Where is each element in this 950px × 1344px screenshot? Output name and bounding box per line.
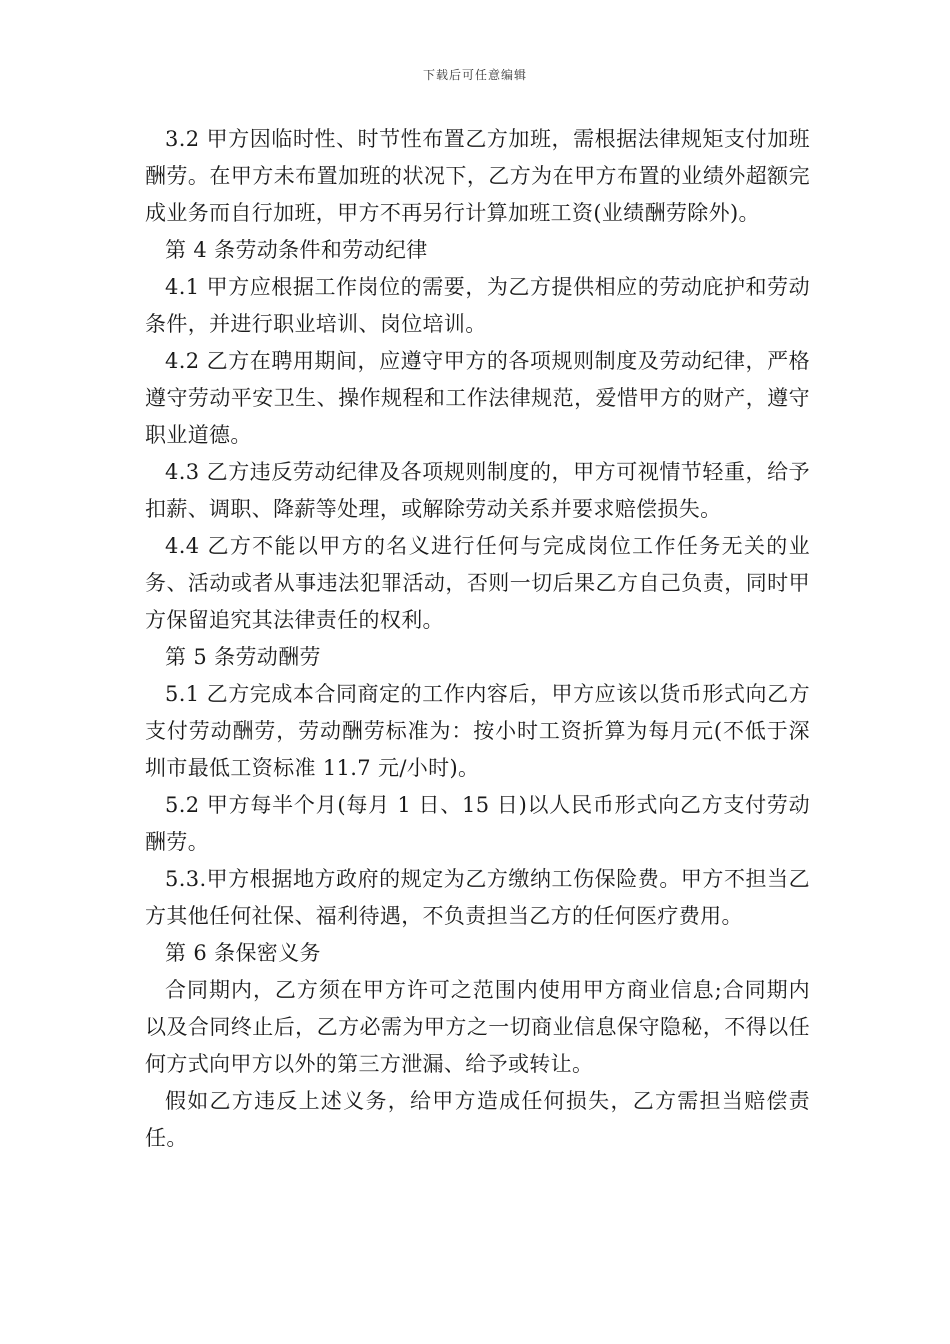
clause-5-1: 5.1 乙方完成本合同商定的工作内容后，甲方应该以货币形式向乙方支付劳动酬劳，劳动酬劳标准为：按小时工资折算为每月元(不低于深圳市最低工资标准 11.7 元/小时)。 — [145, 682, 810, 780]
page-header-note: 下载后可任意编辑 — [422, 68, 527, 82]
clause-4-4: 4.4 乙方不能以甲方的名义进行任何与完成岗位工作任务无关的业务、活动或者从事违法犯罪活动，否则一切后果乙方自己负责，同时甲方保留追究其法律责任的权利。 — [145, 534, 810, 632]
clause-5-3: 5.3.甲方根据地方政府的规定为乙方缴纳工伤保险费。甲方不担当乙方其他任何社保、福利待遇，不负责担当乙方的任何医疗费用。 — [145, 867, 810, 928]
clause-4-1: 4.1 甲方应根据工作岗位的需要，为乙方提供相应的劳动庇护和劳动条件，并进行职业培训、岗位培训。 — [145, 275, 810, 336]
section-heading-6: 第 6 条保密义务 — [165, 941, 321, 965]
confidentiality-paragraph-1: 合同期内，乙方须在甲方许可之范围内使用甲方商业信息;合同期内以及合同终止后，乙方必需为甲方之一切商业信息保守隐秘，不得以任何方式向甲方以外的第三方泄漏、给予或转让。 — [145, 978, 810, 1076]
clause-5-2: 5.2 甲方每半个月(每月 1 日、15 日)以人民币形式向乙方支付劳动酬劳。 — [145, 793, 810, 854]
clause-4-2: 4.2 乙方在聘用期间，应遵守甲方的各项规则制度及劳动纪律，严格遵守劳动平安卫生、操作规程和工作法律规范，爱惜甲方的财产，遵守职业道德。 — [145, 349, 810, 447]
clause-4-3: 4.3 乙方违反劳动纪律及各项规则制度的，甲方可视情节轻重，给予扣薪、调职、降薪等处理，或解除劳动关系并要求赔偿损失。 — [145, 460, 810, 521]
clause-3-2: 3.2 甲方因临时性、时节性布置乙方加班，需根据法律规矩支付加班酬劳。在甲方未布置加班的状况下，乙方为在甲方布置的业绩外超额完成业务而自行加班，甲方不再另行计算加班工资(业绩酬劳除外)。 — [145, 127, 810, 225]
document-body — [145, 121, 810, 1157]
section-heading-5: 第 5 条劳动酬劳 — [165, 645, 321, 669]
section-heading-4: 第 4 条劳动条件和劳动纪律 — [165, 238, 428, 262]
confidentiality-paragraph-2: 假如乙方违反上述义务，给甲方造成任何损失，乙方需担当赔偿责任。 — [145, 1089, 810, 1150]
